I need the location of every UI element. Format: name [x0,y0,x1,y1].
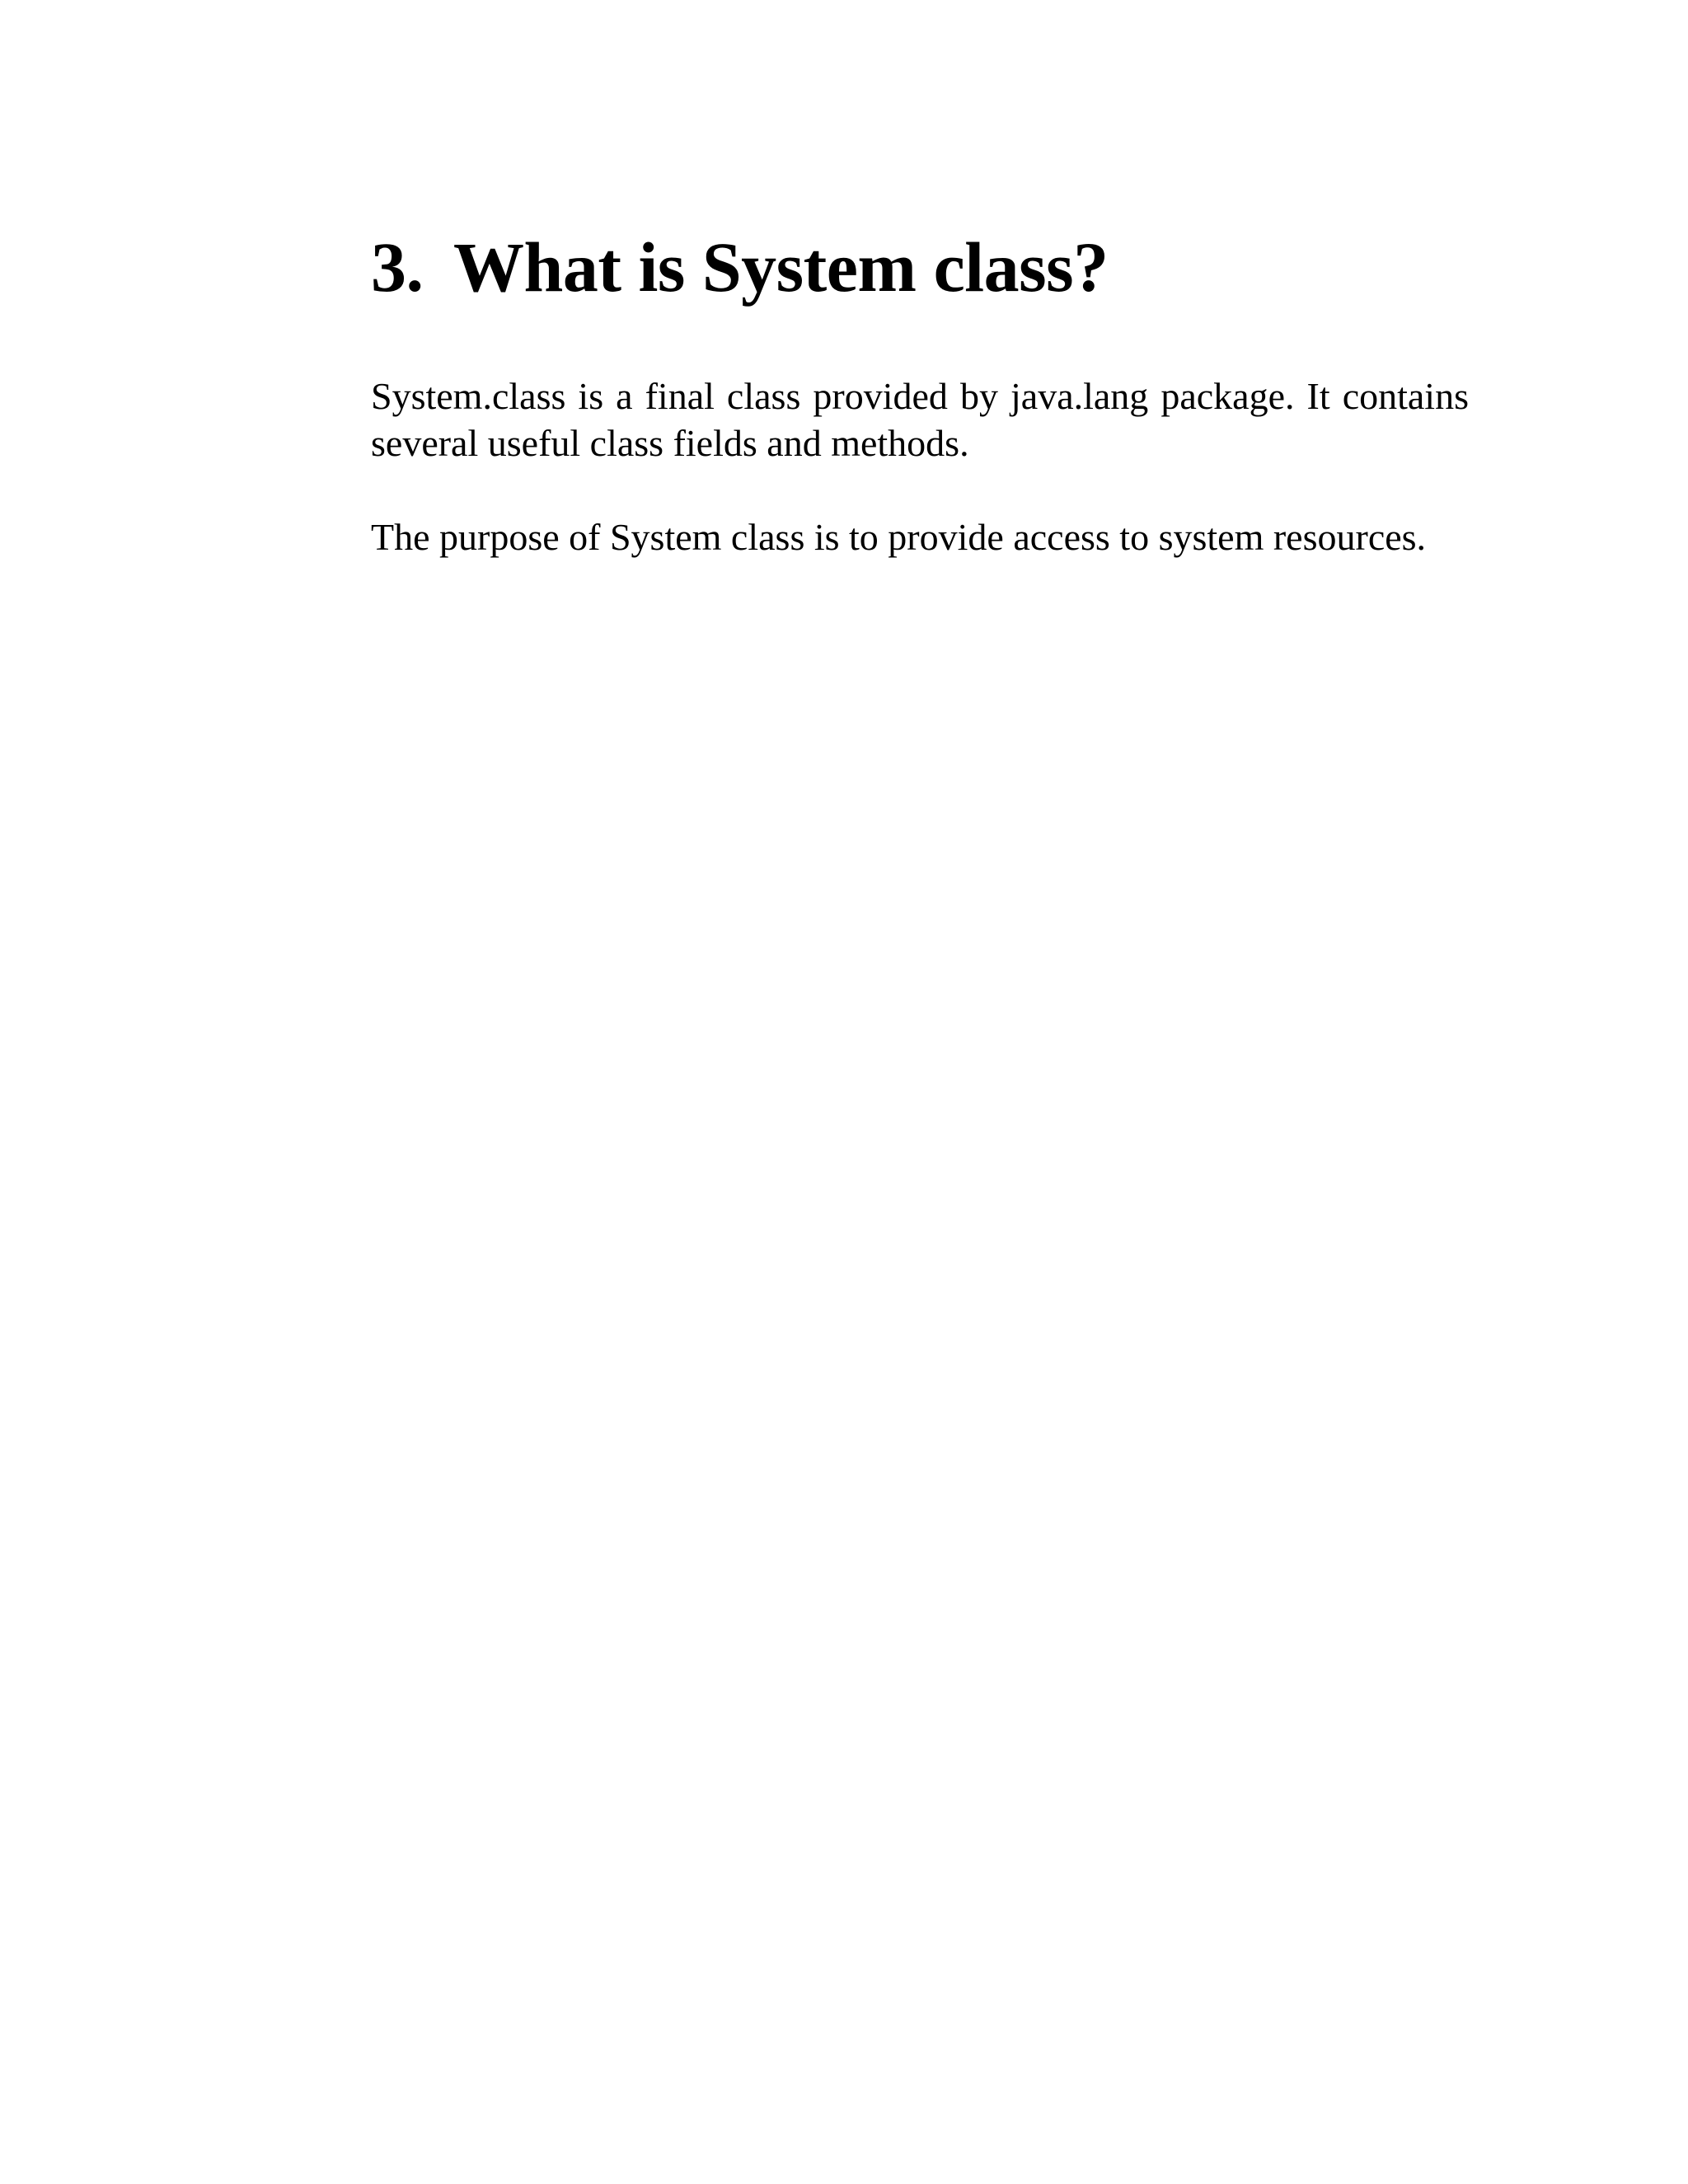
section-heading [371,221,1469,313]
page-content [371,221,1469,560]
paragraph-definition: System.class is a final class provided by java.lang package. It contains several useful class fields and methods. [371,375,1469,464]
section-title: What is System class? [453,227,1109,307]
paragraph-purpose: The purpose of System class is to provide access to system resources. [371,516,1427,558]
section-number: 3. [371,227,424,307]
